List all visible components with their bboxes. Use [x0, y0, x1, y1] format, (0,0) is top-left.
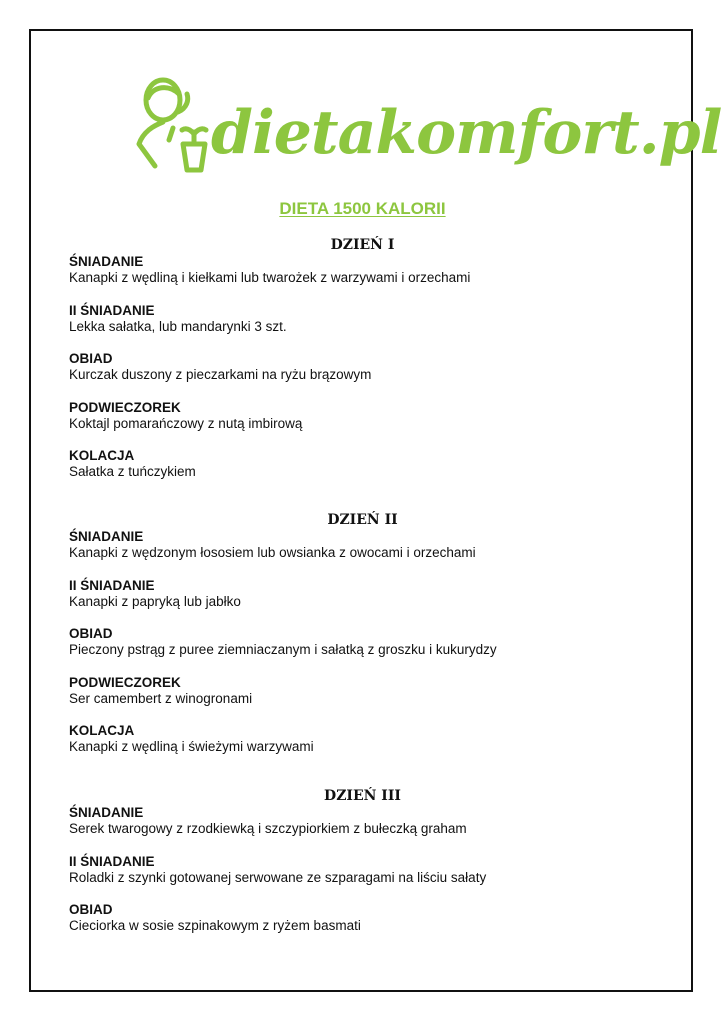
logo-wordmark: dietakomfort.pl — [211, 98, 722, 168]
document-title: DIETA 1500 KALORII — [279, 199, 446, 218]
meal-name: PODWIECZOREK — [69, 399, 181, 415]
meal-description: Ser camembert z winogronami — [69, 690, 253, 706]
meal-description: Sałatka z tuńczykiem — [69, 464, 196, 479]
day-heading: DZIEŃ I — [330, 237, 395, 253]
meal-name: KOLACJA — [69, 448, 135, 463]
meal-name: ŚNIADANIE — [69, 805, 144, 820]
meal-name: ŚNIADANIE — [69, 254, 144, 269]
meal-name: OBIAD — [69, 626, 113, 641]
meal-description: Kanapki z wędliną i świeżymi warzywami — [69, 739, 314, 754]
meal-name: PODWIECZOREK — [69, 674, 181, 690]
meal-description: Serek twarogowy z rzodkiewką i szczypiorkiem z bułeczką graham — [69, 821, 467, 836]
meal-name: OBIAD — [69, 351, 113, 366]
meal-description: Kanapki z papryką lub jabłko — [69, 593, 241, 609]
meal-description: Pieczony pstrąg z puree ziemniaczanym i sałatką z groszku i kukurydzy — [69, 642, 497, 657]
meal-description: Cieciorka w sosie szpinakowym z ryżem basmati — [69, 918, 361, 933]
meal-name: II ŚNIADANIE — [69, 853, 155, 869]
day-heading: DZIEŃ II — [327, 512, 398, 528]
meal-description: Kanapki z wędzonym łososiem lub owsianka z owocami i orzechami — [69, 545, 476, 560]
meal-description: Koktajl pomarańczowy z nutą imbirową — [69, 415, 303, 431]
woman-with-plant-icon — [135, 72, 217, 182]
meal-name: KOLACJA — [69, 723, 135, 738]
meal-name: OBIAD — [69, 902, 113, 917]
meal-description: Kanapki z wędliną i kiełkami lub twarożek z warzywami i orzechami — [69, 270, 471, 285]
meal-description: Kurczak duszony z pieczarkami na ryżu brązowym — [69, 367, 372, 382]
meal-name: II ŚNIADANIE — [69, 302, 155, 318]
meal-name: II ŚNIADANIE — [69, 577, 155, 593]
meal-description: Lekka sałatka, lub mandarynki 3 szt. — [69, 318, 287, 334]
meal-name: ŚNIADANIE — [69, 529, 144, 544]
dietakomfort-logo — [135, 68, 722, 198]
meal-description: Roladki z szynki gotowanej serwowane ze szparagami na liściu sałaty — [69, 869, 487, 885]
day-heading: DZIEŃ III — [324, 788, 401, 804]
